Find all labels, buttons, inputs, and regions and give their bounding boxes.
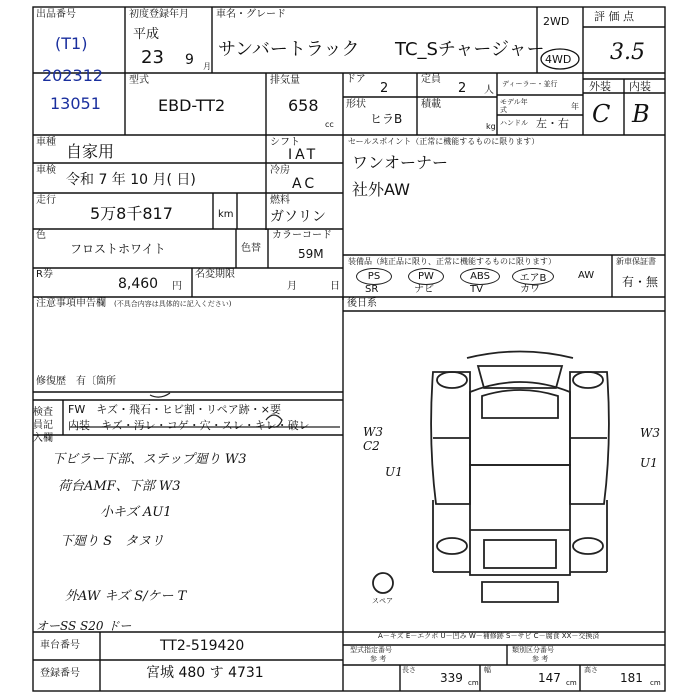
width-cm: cm (566, 679, 577, 687)
color-label: 色 (36, 230, 46, 241)
color-code: 59M (298, 247, 324, 261)
hand-note-1: 下ビラー下部、ステップ廻り W3 (52, 452, 247, 467)
kg-unit: kg (486, 122, 496, 131)
equip-aw: AW (578, 270, 595, 281)
equip-ps: PS (356, 268, 392, 285)
lot-number-1: 202312 (42, 66, 104, 85)
color-code-label: カラーコード (272, 230, 332, 241)
mileage-label: 走行 (36, 195, 56, 206)
type-number-label: 型式指定番号 (350, 646, 392, 654)
equip-tv: TV (470, 284, 483, 295)
interior-grade: B (632, 100, 650, 128)
length-cm: cm (468, 679, 479, 687)
width: 147 (538, 671, 561, 685)
model: EBD-TT2 (158, 96, 226, 115)
displacement: 658 (288, 96, 319, 115)
load-label: 積載 (421, 99, 441, 110)
shift: IAT (288, 147, 319, 163)
sales-label: セールスポイント（正常に機能するものに限ります） (348, 137, 540, 146)
lot-label: 出品番号 (36, 9, 76, 20)
era: 平成 (133, 27, 160, 42)
mark-w3-left: W3 (363, 425, 383, 439)
cc-unit: cc (325, 120, 334, 129)
doors: 2 (380, 81, 389, 96)
capacity: 2 (458, 81, 467, 96)
exterior-grade: C (592, 100, 611, 128)
handle-value: 左・右 (536, 117, 569, 130)
exterior-label: 外装 (589, 80, 611, 93)
year-unit: 年 (571, 102, 579, 111)
sales-line-1: ワンオーナー (352, 153, 449, 172)
equip-abs: ABS (460, 268, 500, 285)
equip-leather: カワ (520, 284, 540, 295)
sales-line-2: 社外AW (352, 180, 410, 199)
mileage: 5万8千817 (90, 204, 173, 223)
hand-note-5: 外AW キズ S/ケー T (65, 589, 187, 604)
fuel-label: 燃料 (270, 195, 290, 206)
hand-note-2: 荷台AMF、下部 W3 (58, 479, 181, 494)
score-label: 評 価 点 (594, 10, 634, 23)
mark-u1-right: U1 (640, 456, 658, 470)
first-registration-label: 初度登録年月 (129, 9, 189, 20)
hand-note-3: 小キズ AU1 (100, 505, 172, 520)
car-diagram (373, 352, 609, 603)
exterior-remarks: FW キズ・飛石・ヒビ割・リペア跡・×要 (68, 403, 281, 416)
lot-code: (T1) (55, 34, 88, 53)
displacement-label: 排気量 (270, 75, 300, 86)
shape-label: 形状 (346, 99, 366, 110)
length-label: 長さ (402, 666, 416, 674)
class-number-label: 類別区分番号 (512, 646, 554, 654)
month-unit: 月 (203, 62, 211, 71)
ac: AC (292, 176, 318, 192)
expiry-day: 日 (330, 281, 340, 292)
class-ref: 参 考 (532, 655, 549, 663)
mark-c2-left: C2 (363, 439, 380, 453)
mark-u1-left: U1 (385, 465, 403, 479)
repair-history: 修復歴 有〔箇所 (36, 376, 116, 387)
car-name-label: 車名・グレード (216, 9, 286, 20)
dealer-label: ディーラー・並行 (502, 80, 558, 88)
equip-navi: ナビ (414, 284, 434, 295)
registration-month: 9 (185, 52, 194, 68)
damage-legend: A－キズ E－エクボ U－凹み W－補修跡 S－サビ C－腐食 XX－交換済 (378, 632, 600, 640)
equip-airbag: エアB (512, 268, 554, 285)
expiry-month: 月 (287, 281, 297, 292)
chassis-number: TT2-519420 (160, 638, 245, 654)
new-warranty-label: 新車保証書 (616, 257, 656, 266)
capacity-label: 定員 (421, 74, 441, 85)
ac-label: 冷房 (270, 165, 290, 176)
rear-seat-label: 後日系 (347, 298, 377, 309)
expiry-label: 名変期限 (195, 269, 235, 280)
interior-remarks: 内装 キズ・汚レ・コゲ・穴・スレ・キレ・破レ (68, 419, 310, 432)
km-unit: km (218, 209, 234, 220)
lot-number-2: 13051 (50, 94, 101, 113)
handle-label: ハンドル (500, 119, 528, 127)
plate-label: 登録番号 (40, 668, 80, 679)
drive-2wd: 2WD (543, 15, 570, 28)
new-warranty: 有・無 (622, 275, 659, 289)
usage: 自家用 (66, 142, 115, 161)
height-cm: cm (650, 679, 661, 687)
color-change-label: 色替 (241, 243, 261, 254)
model-year-label: モデル年式 (500, 98, 528, 114)
caution-sub: (不具合内容は具体的に記入ください) (114, 300, 232, 308)
score: 3.5 (610, 40, 645, 65)
doors-label: ドア (346, 74, 366, 85)
yen-unit: 円 (172, 281, 182, 292)
shift-label: シフト (270, 137, 300, 148)
chassis-label: 車台番号 (40, 640, 80, 651)
width-label: 幅 (484, 666, 491, 674)
plate-number: 宮城 480 す 4731 (146, 665, 264, 681)
capacity-unit: 人 (484, 85, 494, 96)
registration-year: 23 (141, 47, 164, 68)
car-name: サンバートラック (218, 39, 360, 60)
equip-pw: PW (408, 268, 444, 285)
shape: ヒラB (370, 112, 403, 126)
inspection: 令和 7 年 10 月( 日) (66, 172, 196, 188)
spare-label: スペア (372, 597, 393, 605)
equipment-label: 装備品（純正品に限り、正常に機能するものに限ります） (348, 257, 556, 266)
inspection-label: 車検 (36, 165, 56, 176)
mark-w3-right: W3 (640, 426, 660, 440)
type-ref: 参 考 (370, 655, 387, 663)
model-label: 型式 (129, 75, 149, 86)
drive-4wd: 4WD (545, 53, 572, 66)
usage-label: 車種 (36, 137, 56, 148)
color: フロストホワイト (70, 242, 166, 256)
equip-sr: SR (365, 284, 379, 295)
grade: TC_Sチャージャー (395, 39, 545, 60)
height-label: 高さ (584, 666, 598, 674)
caution-label: 注意事項申告欄 (36, 298, 106, 309)
recycle-label: R券 (36, 269, 53, 280)
inspector-label: 検査員記入欄 (33, 407, 53, 444)
fuel: ガソリン (270, 209, 326, 225)
hand-note-4: 下廻り S タヌリ (60, 534, 165, 549)
hand-note-6: オーSS S20 ドー (36, 619, 132, 633)
recycle-fee: 8,460 (118, 276, 159, 292)
interior-label: 内装 (629, 80, 651, 93)
height: 181 (620, 671, 643, 685)
length: 339 (440, 671, 463, 685)
